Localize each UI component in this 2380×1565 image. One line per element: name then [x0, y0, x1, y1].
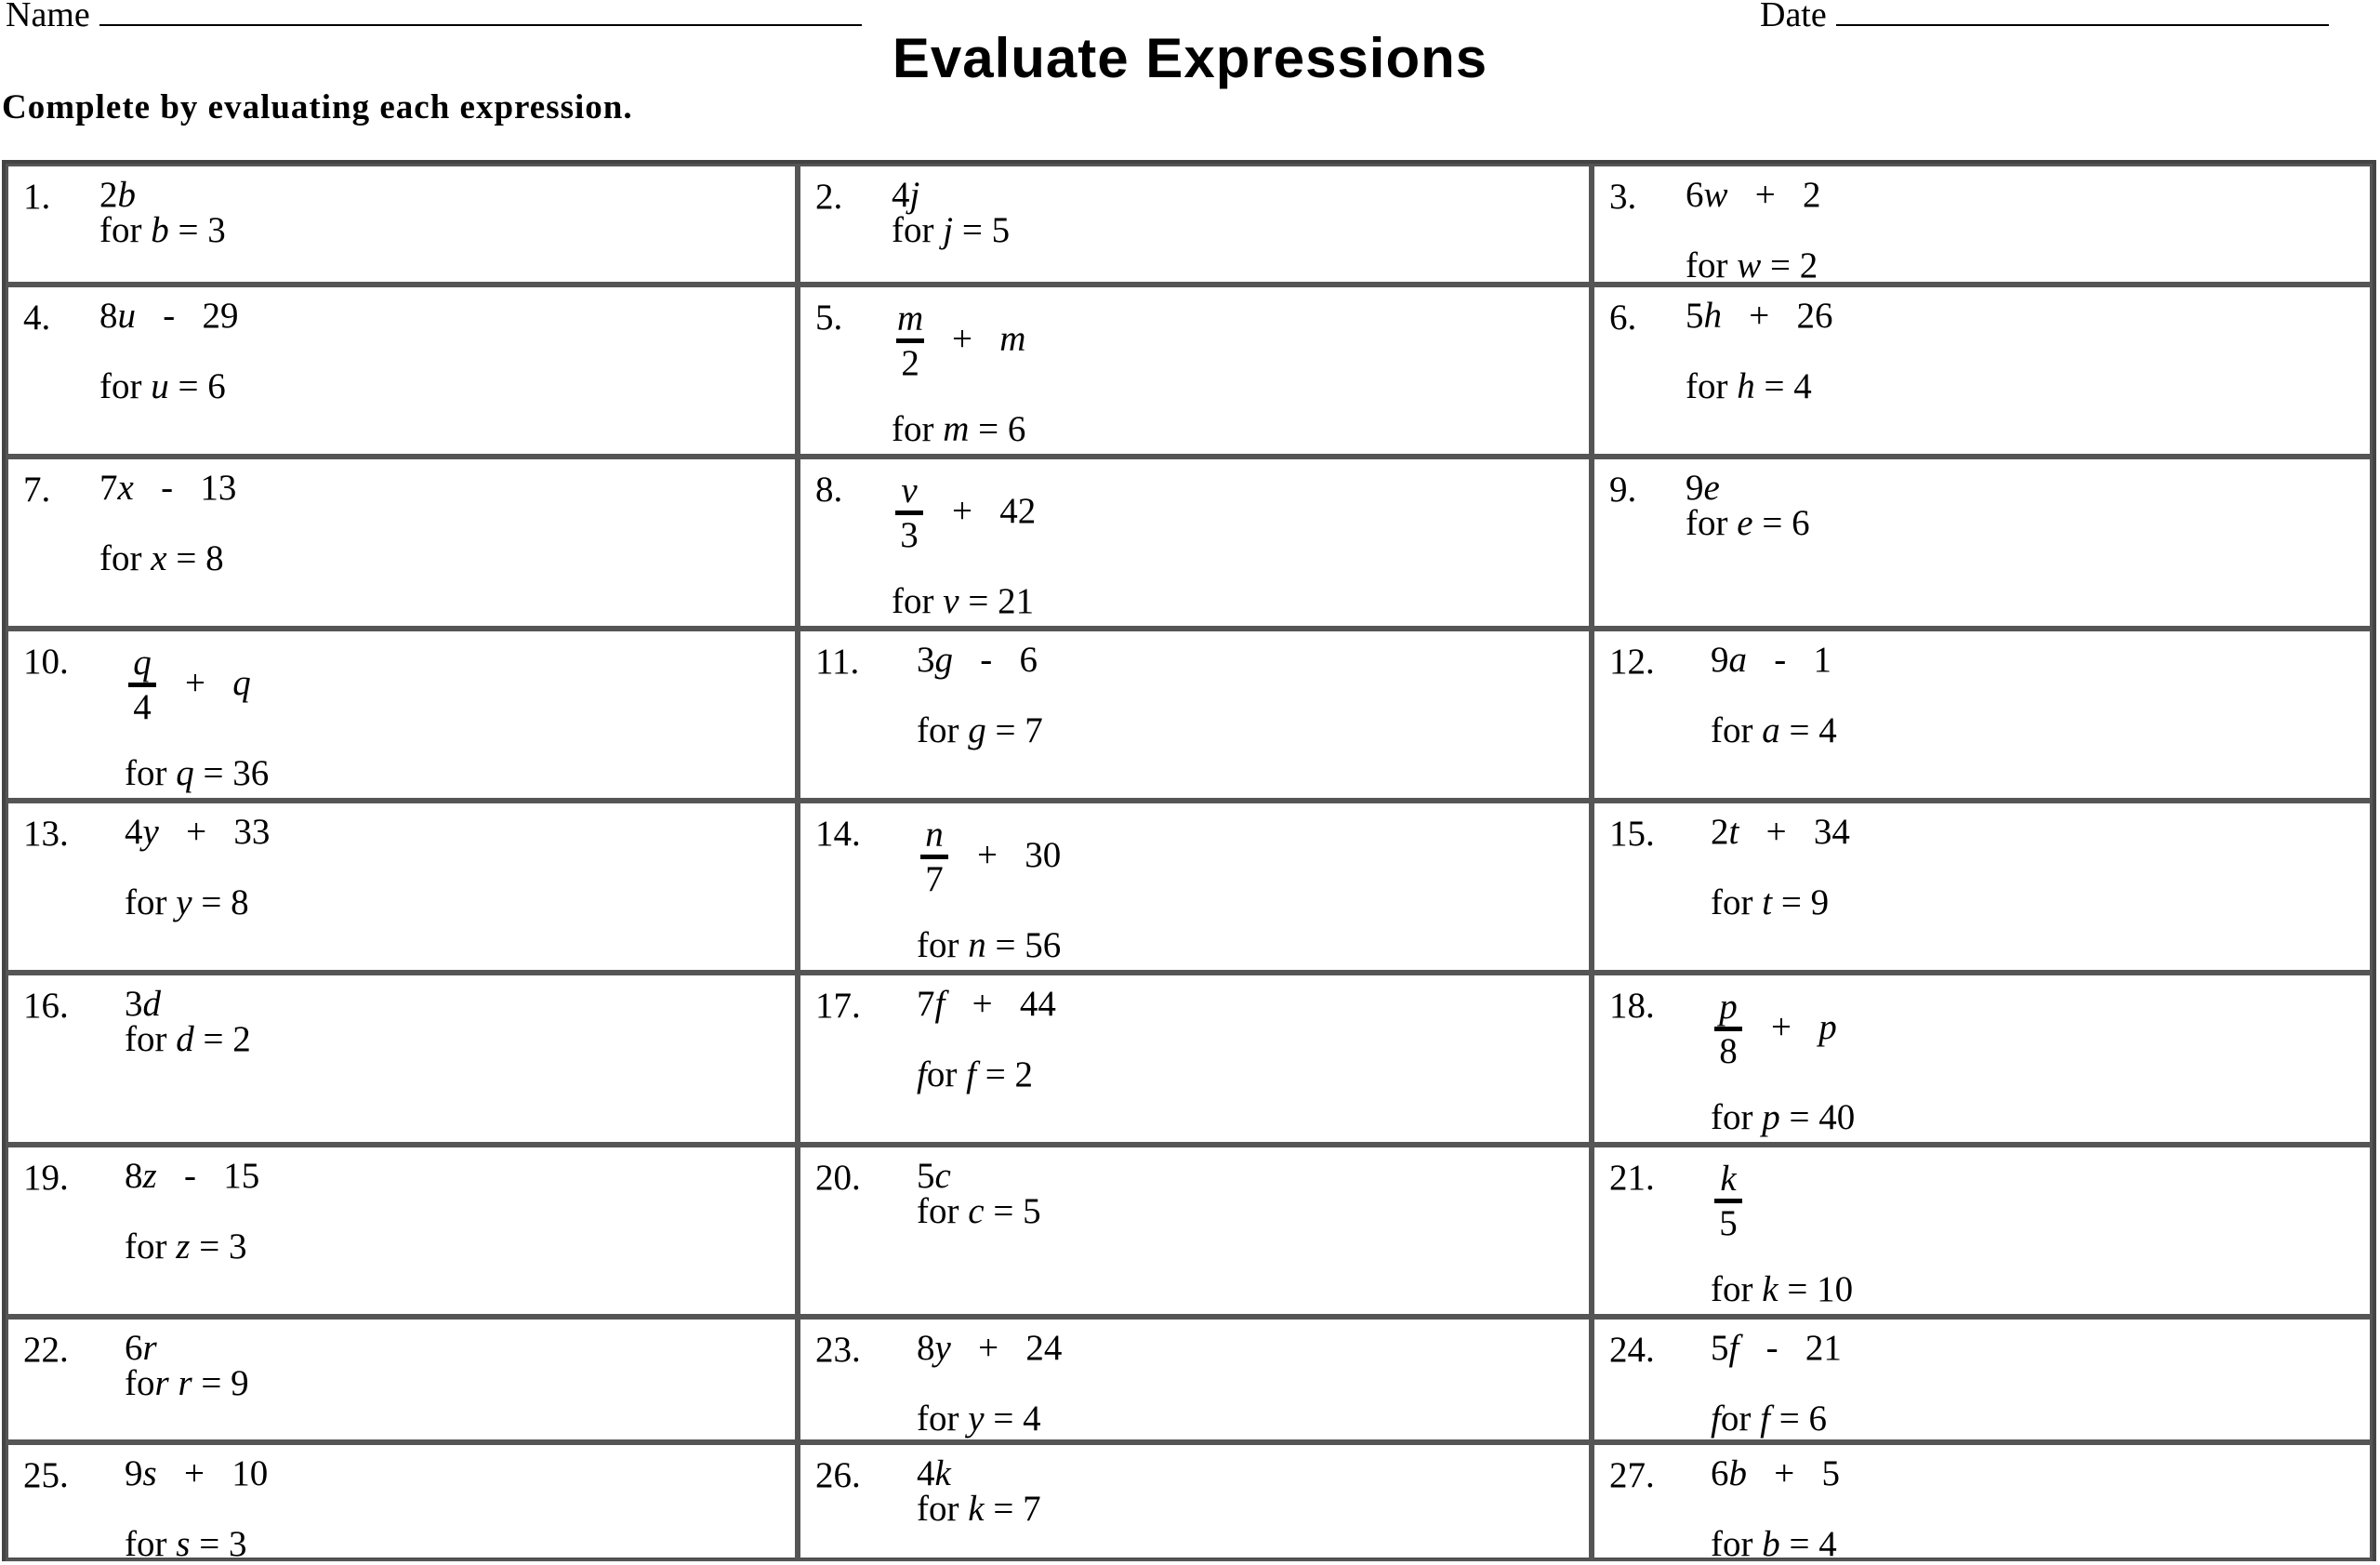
- problem-number: 4.: [23, 298, 51, 338]
- expression: 8z - 15: [125, 1156, 260, 1196]
- fraction-numerator: q: [133, 643, 152, 683]
- problem-cell: [798, 1442, 1592, 1561]
- expression: 6b + 5: [1711, 1453, 1840, 1493]
- expression: 5h + 26: [1686, 296, 1833, 336]
- name-line[interactable]: [99, 0, 862, 26]
- substitution-text: for a = 4: [1711, 710, 1837, 750]
- problem-cell: [798, 164, 1592, 285]
- problem-cell: [1592, 629, 2373, 801]
- problem-cell: [798, 973, 1592, 1145]
- expression-rest: + q: [185, 663, 251, 703]
- problem-cell: [798, 1317, 1592, 1442]
- fraction-numerator: p: [1719, 987, 1738, 1027]
- problem-cell: [6, 629, 798, 801]
- expression: 4j: [892, 175, 920, 215]
- substitution-text: for h = 4: [1686, 366, 1812, 406]
- substitution-text: for n = 56: [917, 925, 1062, 965]
- fraction-numerator: n: [925, 815, 944, 855]
- substitution-text: for u = 6: [99, 366, 226, 406]
- substitution-text: for s = 3: [125, 1524, 247, 1564]
- problem-number: 2.: [815, 177, 843, 217]
- problem-cell: [1592, 1145, 2373, 1317]
- expression: 3g - 6: [917, 640, 1038, 680]
- expression: 6r: [125, 1328, 157, 1368]
- problem-cell: [6, 973, 798, 1145]
- substitution-text: for w = 2: [1686, 245, 1818, 285]
- fraction-numerator: v: [901, 471, 918, 511]
- problem-cell: [6, 1442, 798, 1564]
- problem-number: 1.: [23, 177, 51, 217]
- expression-rest: + p: [1771, 1007, 1837, 1047]
- problem-cell: [6, 1145, 798, 1317]
- problem-number: 21.: [1609, 1158, 1655, 1198]
- fraction: [1714, 988, 1742, 1069]
- expression: 8u - 29: [99, 296, 239, 336]
- fraction: [920, 816, 948, 897]
- fraction-denominator: 7: [925, 859, 944, 899]
- expression-rest: + 30: [977, 835, 1062, 875]
- problem-cell: [798, 1145, 1592, 1317]
- problem-cell: [1592, 801, 2373, 973]
- date-label: Date: [1760, 0, 1827, 34]
- expression-rest: + 42: [952, 491, 1037, 531]
- expression-rest: + m: [952, 319, 1026, 359]
- substitution-text: for p = 40: [1711, 1097, 1856, 1137]
- problem-cell: [6, 457, 798, 629]
- substitution-text: for y = 8: [125, 882, 249, 922]
- fraction-denominator: 5: [1719, 1203, 1738, 1243]
- substitution-text: for x = 8: [99, 538, 224, 578]
- fraction: [895, 300, 925, 381]
- problem-number: 9.: [1609, 470, 1637, 510]
- substitution-text: for m = 6: [892, 409, 1026, 449]
- substitution-text: for b = 4: [1711, 1524, 1837, 1564]
- expression: 4k: [917, 1453, 951, 1493]
- substitution-text: for j = 5: [892, 210, 1011, 250]
- problem-number: 14.: [815, 814, 861, 854]
- expression: 8y + 24: [917, 1328, 1063, 1368]
- problem-number: 11.: [815, 642, 860, 682]
- problem-number: 6.: [1609, 298, 1637, 338]
- substitution-text: for c = 5: [917, 1191, 1041, 1231]
- problem-cell: [6, 801, 798, 973]
- expression: 5f - 21: [1711, 1328, 1842, 1368]
- substitution-text: for r = 9: [125, 1363, 249, 1403]
- problem-cell: [6, 1317, 798, 1442]
- expression: 2b: [99, 175, 136, 215]
- problem-number: 25.: [23, 1455, 69, 1495]
- problem-cell: [1592, 164, 2373, 285]
- expression: 5c: [917, 1156, 951, 1196]
- expression: 3d: [125, 984, 161, 1024]
- name-label: Name: [6, 0, 90, 34]
- expression: 9a - 1: [1711, 640, 1831, 680]
- substitution-text: for d = 2: [125, 1019, 251, 1059]
- problem-number: 27.: [1609, 1455, 1655, 1495]
- fraction-denominator: 2: [901, 343, 919, 383]
- problem-cell: [1592, 973, 2373, 1145]
- substitution-text: for b = 3: [99, 210, 226, 250]
- problem-cell: [1592, 1442, 2373, 1564]
- problem-number: 5.: [815, 298, 843, 338]
- problem-number: 7.: [23, 470, 51, 510]
- problem-number: 22.: [23, 1330, 69, 1370]
- problem-cell: [798, 285, 1592, 457]
- problem-cell: [6, 285, 798, 457]
- fraction: [895, 472, 923, 553]
- expression: 6w + 2: [1686, 175, 1821, 215]
- problem-number: 18.: [1609, 986, 1655, 1026]
- expression: 9e: [1686, 468, 1720, 508]
- problem-cell: [1592, 285, 2373, 457]
- fraction-denominator: 4: [133, 687, 152, 727]
- substitution-text: for z = 3: [125, 1227, 247, 1267]
- expression: 7f + 44: [917, 984, 1056, 1024]
- problem-cell: [1592, 457, 2373, 629]
- expression: 7x - 13: [99, 468, 237, 508]
- problem-number: 23.: [815, 1330, 861, 1370]
- problem-grid: [2, 160, 2376, 1564]
- fraction-numerator: k: [1720, 1159, 1737, 1199]
- page-title: Evaluate Expressions: [892, 27, 1488, 89]
- problem-number: 17.: [815, 986, 861, 1026]
- substitution-text: for q = 36: [125, 753, 270, 793]
- fraction: [1714, 1160, 1742, 1241]
- problem-cell: [798, 457, 1592, 629]
- problem-number: 19.: [23, 1158, 69, 1198]
- fraction: [128, 644, 156, 725]
- problem-number: 3.: [1609, 177, 1637, 217]
- substitution-text: for k = 10: [1711, 1269, 1854, 1309]
- instructions: Complete by evaluating each expression.: [2, 88, 633, 126]
- expression: 9s + 10: [125, 1453, 269, 1493]
- substitution-text: for y = 4: [917, 1399, 1041, 1439]
- problem-number: 20.: [815, 1158, 861, 1198]
- substitution-text: for k = 7: [917, 1489, 1041, 1529]
- problem-cell: [798, 801, 1592, 973]
- problem-number: 8.: [815, 470, 843, 510]
- date-line[interactable]: [1836, 0, 2329, 26]
- problem-number: 15.: [1609, 814, 1655, 854]
- problem-cell: [6, 164, 798, 285]
- problem-number: 26.: [815, 1455, 861, 1495]
- substitution-text: for f = 6: [1711, 1399, 1827, 1439]
- problem-number: 12.: [1609, 642, 1655, 682]
- fraction-denominator: 8: [1719, 1031, 1738, 1071]
- problem-cell: [798, 629, 1592, 801]
- substitution-text: for t = 9: [1711, 882, 1830, 922]
- substitution-text: for e = 6: [1686, 503, 1810, 543]
- problem-number: 10.: [23, 642, 69, 682]
- fraction-numerator: m: [897, 298, 924, 338]
- substitution-text: for f = 2: [917, 1054, 1033, 1094]
- substitution-text: for v = 21: [892, 581, 1035, 621]
- problem-number: 16.: [23, 986, 69, 1026]
- substitution-text: for g = 7: [917, 710, 1043, 750]
- problem-number: 13.: [23, 814, 69, 854]
- fraction-denominator: 3: [900, 515, 919, 555]
- expression: 2t + 34: [1711, 812, 1850, 852]
- expression: 4y + 33: [125, 812, 271, 852]
- problem-number: 24.: [1609, 1330, 1655, 1370]
- problem-cell: [1592, 1317, 2373, 1442]
